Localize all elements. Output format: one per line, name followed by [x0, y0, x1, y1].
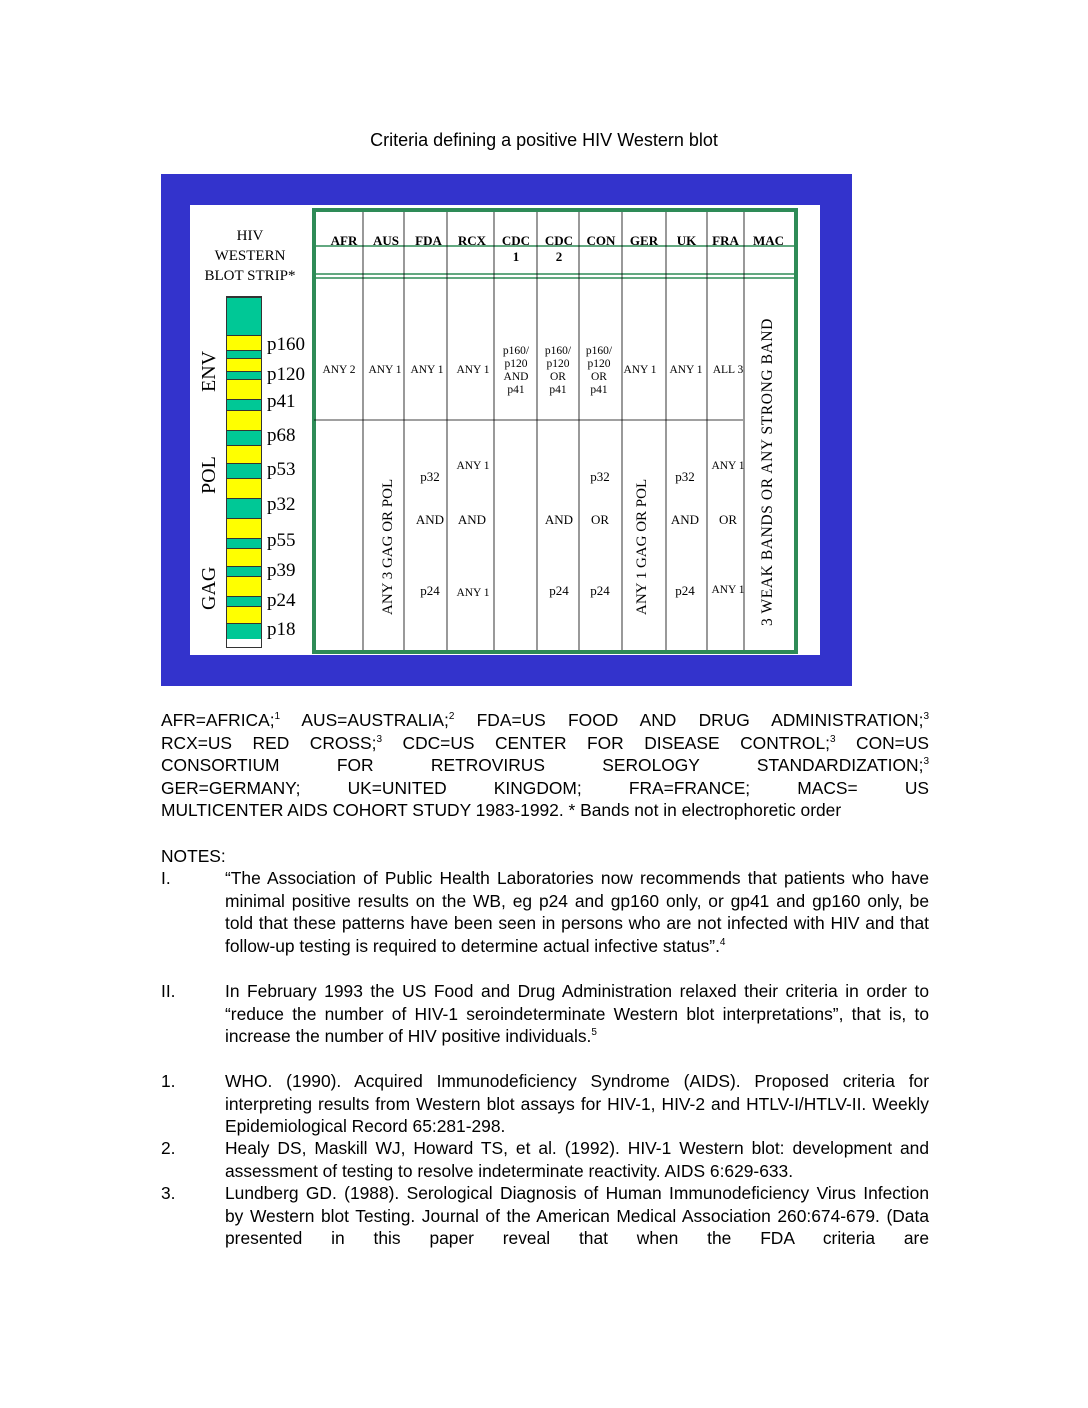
strip-gap [227, 596, 261, 606]
notes-heading: NOTES: [161, 846, 226, 866]
env-cell-cdc1: p160/ p120 AND p41 [502, 345, 530, 396]
col-header-mac: MAC [752, 233, 785, 248]
note-text-1: “The Association of Public Health Laboratories now recommends that patients who have minimal positive results on the WB, eg p24 and gp160 only, or gp41 and gp160 only, be told that these patterns have been seen in persons who are not infected with HIV and that follow-up testing is required to determine actual infective status”.$^4$ [225, 868, 929, 956]
fra-lower-bottom: ANY 1 [711, 584, 745, 596]
env-cell-con: p160/ p120 OR p41 [585, 345, 613, 396]
reference-marker-2: 2. [161, 1138, 176, 1158]
reference-marker-3: 3. [161, 1183, 176, 1203]
fra-lower-mid: OR [718, 512, 738, 527]
page-title: Criteria defining a positive HIV Western blot [370, 130, 718, 150]
band-p53 [227, 445, 261, 463]
env-cell-ger: ANY 1 [623, 364, 657, 376]
strip-gap [227, 430, 261, 445]
con-lower-mid: OR [590, 512, 610, 527]
band-p24 [227, 576, 261, 596]
strip-gap [227, 538, 261, 548]
band-label-p160: p160 [267, 334, 305, 355]
cdc2-lower-bottom: p24 [549, 583, 569, 598]
band-p18 [227, 606, 261, 623]
fda-lower-bottom: p24 [420, 583, 440, 598]
ger-gag-pol-criteria: ANY 1 GAG OR POL [634, 478, 650, 615]
strip-gap [227, 463, 261, 478]
uk-lower-mid: AND [670, 512, 700, 527]
fra-lower-top: ANY 1 [711, 460, 745, 472]
col-header-uk: UK [676, 233, 697, 248]
env-cell-rcx: ANY 1 [456, 364, 490, 376]
band-label-p41: p41 [267, 391, 296, 412]
legend-line-1: AFR=AFRICA;$^1$ AUS=AUSTRALIA;$^2$ FDA=US FOOD AND DRUG ADMINISTRATION;$^3$ [161, 710, 929, 730]
mac-criteria: 3 WEAK BANDS OR ANY STRONG BAND [759, 318, 776, 626]
strip-gap [227, 350, 261, 358]
band-label-p32: p32 [267, 494, 296, 515]
strip-heading: HIV WESTERN BLOT STRIP* [204, 228, 296, 284]
col-header-con: CON [586, 233, 616, 248]
strip-gap [227, 623, 261, 639]
uk-lower-top: p32 [675, 469, 695, 484]
rcx-lower-top: ANY 1 [456, 460, 490, 472]
abbreviation-legend [161, 709, 929, 822]
col-header-fra: FRA [712, 233, 739, 248]
reference-text-2: Healy DS, Maskill WJ, Howard TS, et al. (1992). HIV-1 Western blot: development and assessment of testing to resolve indeterminate reactivity. AIDS 6:629-633. [225, 1138, 929, 1181]
legend-line-5: MULTICENTER AIDS COHORT STUDY 1983-1992. * Bands not in electrophoretic order [161, 800, 842, 821]
col-header-cdc1: CDC 1 [501, 233, 531, 264]
blot-strip [226, 296, 262, 648]
band-p68 [227, 410, 261, 430]
reference-text-1: WHO. (1990). Acquired Immunodeficiency Syndrome (AIDS). Proposed criteria for interpreting results from Western blot assays for HIV-1, HIV-2 and HTLV-I/HTLV-II. Weekly Epidemiological Record 65:281-298. [225, 1071, 929, 1137]
rcx-lower-bottom: ANY 1 [456, 587, 490, 599]
env-cell-cdc2: p160/ p120 OR p41 [544, 345, 572, 396]
band-label-p18: p18 [267, 619, 296, 640]
strip-gap [227, 566, 261, 576]
band-label-p68: p68 [267, 425, 296, 446]
env-cell-aus: ANY 1 [368, 364, 402, 376]
strip-gap [227, 371, 261, 379]
band-label-p120: p120 [267, 364, 305, 385]
con-lower-top: p32 [590, 469, 610, 484]
band-p41 [227, 379, 261, 399]
band-p39 [227, 548, 261, 566]
env-cell-afr: ANY 2 [322, 364, 356, 376]
strip-gap [227, 498, 261, 518]
fda-lower-top: p32 [420, 469, 440, 484]
group-label-env: ENV [198, 350, 220, 392]
reference-marker-1: 1. [161, 1071, 176, 1091]
band-label-p39: p39 [267, 560, 296, 581]
note-text-2: In February 1993 the US Food and Drug Administration relaxed their criteria in order to “reduce the number of HIV-1 seroindeterminate Western blot interpretations”, that is, to increase the number of HIV positive individuals.$^5$ [225, 981, 929, 1047]
strip-gap [227, 399, 261, 410]
col-header-afr: AFR [330, 233, 358, 248]
legend-line-3: CONSORTIUM FOR RETROVIRUS SEROLOGY STANDARDIZATION;$^3$ [161, 755, 929, 776]
env-cell-uk: ANY 1 [669, 364, 703, 376]
band-p55 [227, 518, 261, 538]
note-marker-2: II. [161, 981, 176, 1001]
cdc2-lower-mid: AND [544, 512, 574, 527]
col-header-aus: AUS [372, 233, 399, 248]
note-marker-1: I. [161, 868, 171, 888]
reference-text-3: Lundberg GD. (1988). Serological Diagnosis of Human Immunodeficiency Virus Infection by Western blot Testing. Journal of the American Medical Association 260:674-679. (Data presented in this paper reveal that when the FDA criteria are [225, 1183, 929, 1249]
group-label-pol: POL [198, 456, 220, 494]
rcx-lower-mid: AND [457, 512, 487, 527]
strip-gap [227, 297, 261, 335]
group-label-gag: GAG [198, 566, 220, 610]
band-label-p53: p53 [267, 459, 296, 480]
legend-line-4: GER=GERMANY; UK=UNITED KINGDOM; FRA=FRANCE; MACS= US [161, 777, 929, 798]
band-label-p24: p24 [267, 590, 296, 611]
band-p160 [227, 335, 261, 350]
env-cell-fda: ANY 1 [410, 364, 444, 376]
aus-gag-pol-criteria: ANY 3 GAG OR POL [380, 478, 396, 615]
fda-lower-mid: AND [415, 512, 445, 527]
col-header-cdc2: CDC 2 [544, 233, 574, 264]
legend-line-2: RCX=US RED CROSS;$^3$ CDC=US CENTER FOR DISEASE CONTROL;$^3$ CON=US [161, 732, 929, 753]
col-header-ger: GER [629, 233, 659, 248]
col-header-rcx: RCX [457, 233, 487, 248]
band-p32 [227, 478, 261, 498]
uk-lower-bottom: p24 [675, 583, 695, 598]
env-cell-fra: ALL 3 [712, 364, 744, 376]
band-label-p55: p55 [267, 530, 296, 551]
band-p120 [227, 358, 261, 371]
col-header-fda: FDA [415, 233, 442, 248]
con-lower-bottom: p24 [590, 583, 610, 598]
